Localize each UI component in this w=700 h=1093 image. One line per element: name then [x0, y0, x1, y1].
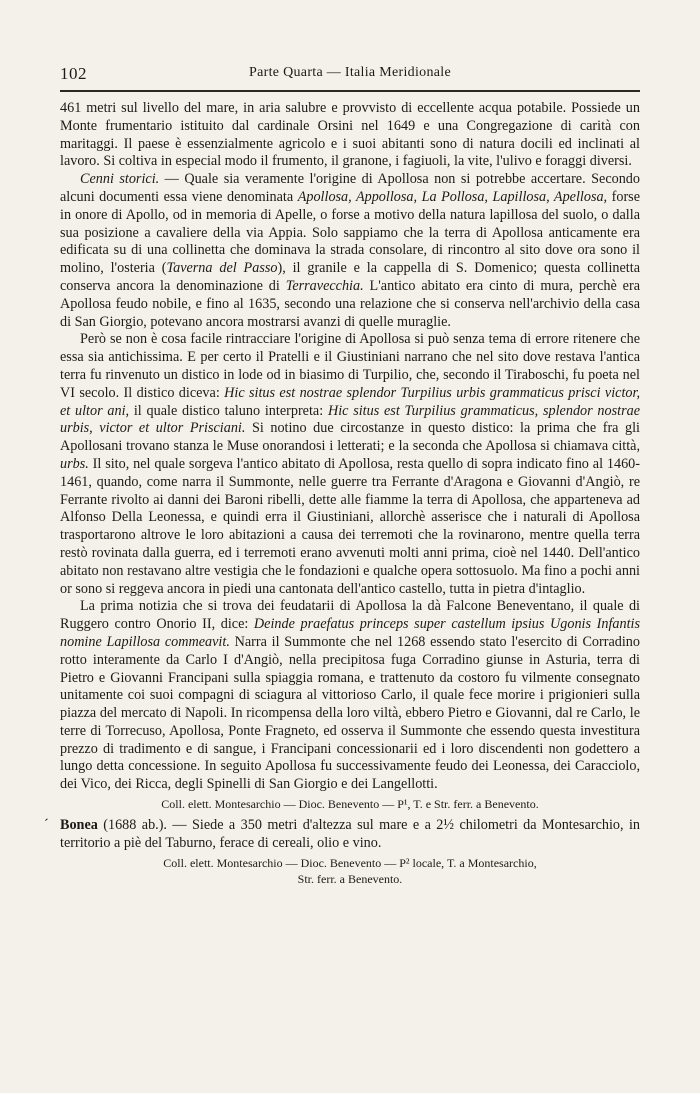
header-rule [60, 90, 640, 92]
running-title: Parte Quarta — Italia Meridionale [249, 65, 451, 80]
paragraph-continuation: 461 metri sul livello del mare, in aria salubre e provvisto di eccellente acqua potabile. Possiede un Monte frumentario istituito dal cardinale Orsini nel 1649 e una Congregazione di carità con maritaggi. Il paese è essenzialmente agricolo e i suoi abitanti sono di natura docili ed inclinati al lavoro. Si coltiva in especial modo il frumento, il granone, i fagiuoli, la vite, l'ulivo e foraggi diversi. [60, 100, 640, 170]
section-label: Cenni storici. [80, 171, 160, 188]
entry-bonea: ´ Bonea (1688 ab.). — Siede a 350 metri d'altezza sul mare e a 2½ chilometri da Montesarchio, in territorio a piè del Taburno, ferace di cereali, olio e vino. [44, 817, 640, 851]
paragraph-origin: Però se non è cosa facile rintracciare l'origine di Apollosa si può senza tema di errore ritenere che essa sia antichissima. E per certo il Pratelli e il Giustiniani narrano che nel sito dove restava l'antica terra fu rinvenuto un distico in lode od in biasimo di Turpilio, che, secondo il Tiraboschi, fu poeta nel VI secolo. Il distico diceva: Hic situs est nostrae splendor Turpilius urbis grammaticus prisci victor, et ultor ani, il quale distico taluno interpreta: Hic situs est Turpilius grammaticus, splendor nostrae urbis, victor et ultor Prisciani. Si notino due circostanze in questo distico: la prima che fra gli Apollosani trovano stanza le Muse onorandosi i letterati; e la seconda che Apollosa si chiamava città, urbs. Il sito, nel quale sorgeva l'antico abitato di Apollosa, resta quello di sopra indicato fino al 1460-1461, quando, come narra il Summonte, nelle guerre tra Ferrante d'Aragona e Giovanni d'Angiò, re Ferrante rivolto ai danni dei Baroni ribelli, dette alle fiamme la terra di Apollosa, che apparteneva ad Alfonso Della Leonessa, e quindi erra il Giustiniani, allorchè asserisce che i naturali di Apollosa trasportarono altrove le loro abitazioni a causa dei terremoti che la rovinarono, mentre quella terra restò rovinata dalla guerra, ed i terremoti erano avvenuti molti anni prima, cioè nel 1440. Dell'antico abitato non restavano altre vestigia che le fondazioni e qualche opera sottosuolo. Ma fino a pochi anni or sono si reggeva ancora in piedi una cantonata dell'antico castello, tutta in pietra d'intaglio. [60, 331, 640, 597]
entry-name: Bonea [60, 817, 98, 834]
page-body [44, 100, 640, 892]
paragraph-cenni-storici: Cenni storici. — Quale sia veramente l'origine di Apollosa non si potrebbe accertare. Secondo alcuni documenti essa viene denominata Apollosa, Appollosa, La Pollosa, Lapillosa, Apellosa, forse in onore di Apollo, od in memoria di Apelle, o forse a motivo della natura lapillosa del suolo, o dalla sua posizione a cavaliere della via Appia. Solo sappiamo che la terra di Apollosa anticamente era edificata su di una collinetta che dominava la strada consolare, di rincontro al sito dove ora sono il molino, l'osteria (Taverna del Passo), il granile e la cappella di S. Domenico; questa collinetta conserva ancora la denominazione di Terravecchia. L'antico abitato era cinto di mura, perchè era Apollosa feudo nobile, e fino al 1635, secondo una relazione che si conserva nell'archivio della casa di San Giorgio, potevano ancora mostrarsi avanzi di quelle muraglie. [60, 171, 640, 330]
admin-note-apollosa: Coll. elett. Montesarchio — Dioc. Benevento — P¹, T. e Str. ferr. a Benevento. [161, 797, 539, 812]
paragraph-feudatari: La prima notizia che si trova dei feudatarii di Apollosa la dà Falcone Beneventano, il quale di Ruggero contro Onorio II, dice: Deinde praefatus princeps super castellum ipsius Ugonis Infantis nomine Lapillosa commeavit. Narra il Summonte che nel 1268 essendo stato l'esercito di Corradino rotto interamente da Carlo I d'Angiò, nella precipitosa fuga Corradino giunse in Asturia, terra di Pietro e Giovanni Francipani sulla spiaggia romana, e trattenuto da costoro fu vilmente consegnato unitamente coi suoi compagni di sciagura al vittorioso Carlo, il quale fece morire i prigionieri sulla piazza del mercato di Napoli. In ricompensa della loro viltà, ebbero Pietro e Giovanni, dal re Carlo, le terre di Torrecuso, Apollosa, Ponte Fragneto, ed osserva il Summonte che essendo questa investitura prezzo di tradimento e di sangue, i Francipani concessionarii ed i loro discendenti non godettero a lungo detta concessione. In seguito Apollosa fu successivamente feudo dei Leonessa, dei Caracciolo, dei Vico, dei Ricca, degli Spinelli di San Giorgio e dei Langellotti. [60, 598, 640, 793]
admin-note-bonea: Coll. elett. Montesarchio — Dioc. Benevento — P² locale, T. a Montesarchio, Str. ferr. a Benevento. [163, 855, 537, 886]
page-header [60, 64, 640, 86]
page-number: 102 [60, 64, 87, 83]
